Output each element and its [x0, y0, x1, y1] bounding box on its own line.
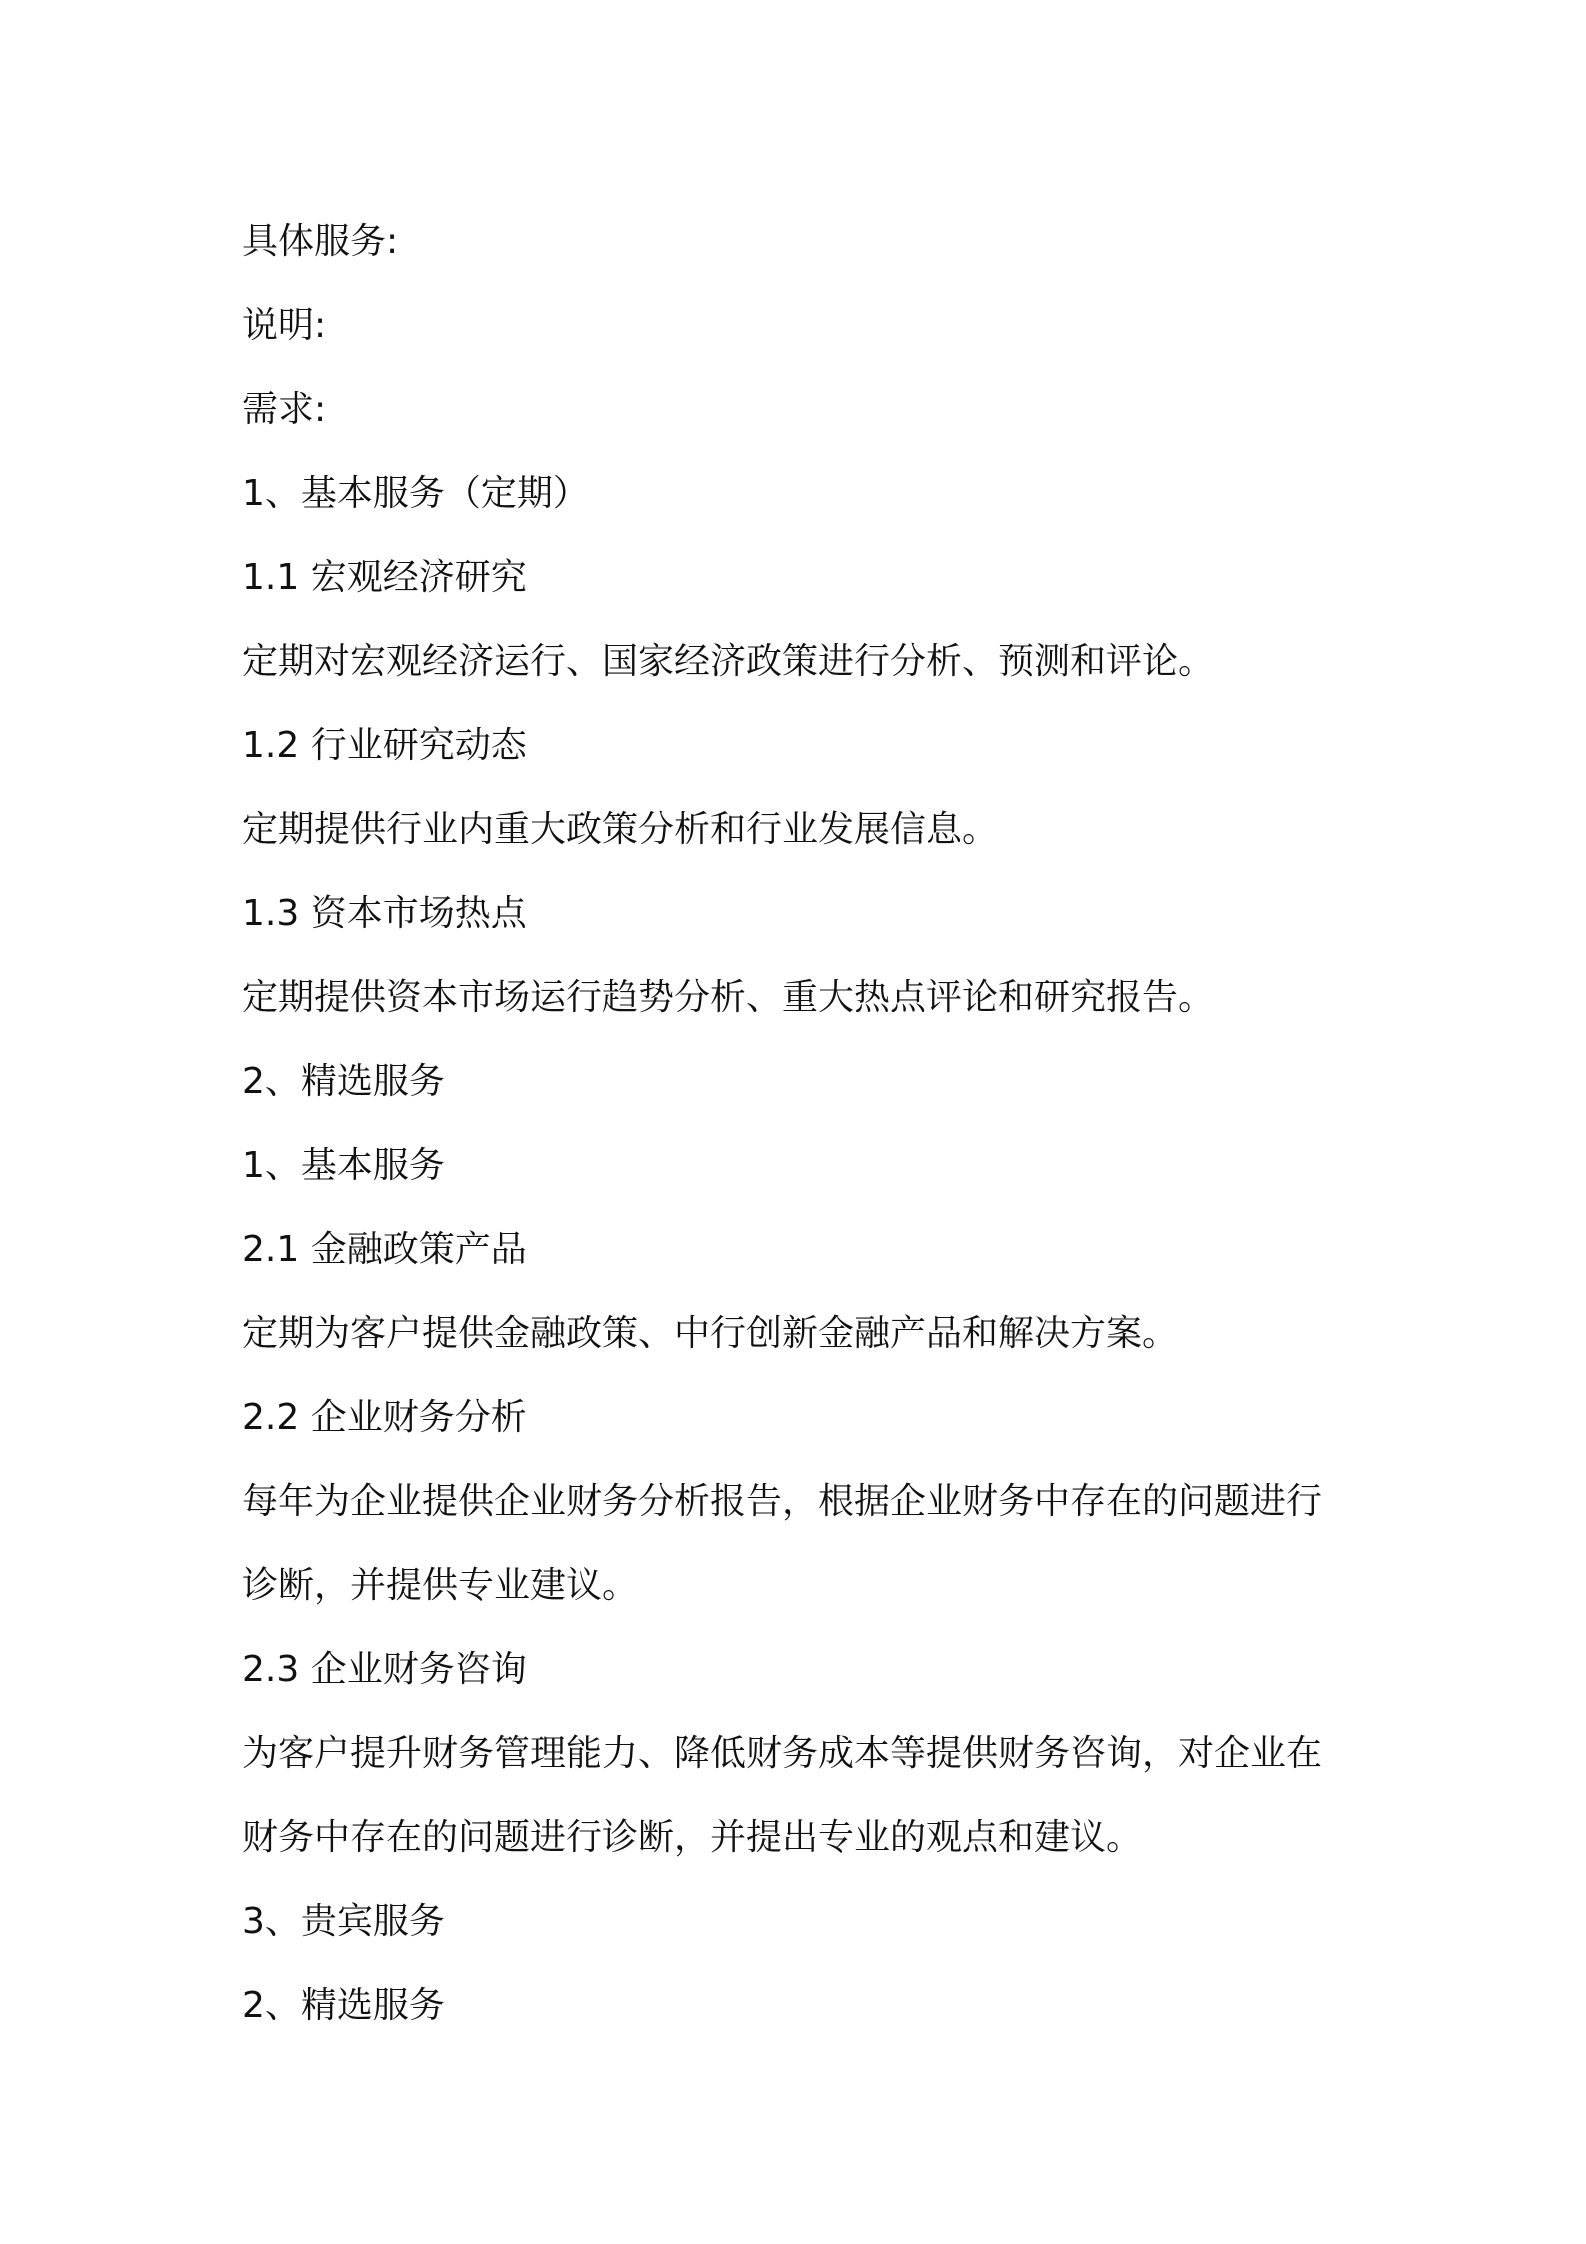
subsection-heading-1-2: 1.2 行业研究动态	[242, 725, 527, 766]
paragraph-2-2-line-2: 诊断，并提供专业建议。	[242, 1565, 639, 1606]
subsection-heading-1-1: 1.1 宏观经济研究	[242, 557, 527, 598]
label-description: 说明:	[242, 305, 327, 346]
label-requirements: 需求:	[242, 389, 327, 430]
paragraph-2-3-line-2: 财务中存在的问题进行诊断，并提出专业的观点和建议。	[242, 1817, 1143, 1858]
section-heading-selected-services-repeat: 2、精选服务	[242, 1985, 445, 2026]
section-heading-basic-services: 1、基本服务（定期）	[242, 473, 589, 514]
paragraph-2-2-line-1: 每年为企业提供企业财务分析报告，根据企业财务中存在的问题进行	[242, 1481, 1323, 1522]
paragraph-1-2: 定期提供行业内重大政策分析和行业发展信息。	[242, 809, 999, 850]
subsection-heading-1-3: 1.3 资本市场热点	[242, 893, 527, 934]
subsection-heading-2-1: 2.1 金融政策产品	[242, 1229, 527, 1270]
subsection-heading-2-3: 2.3 企业财务咨询	[242, 1649, 527, 1690]
paragraph-2-3-line-1: 为客户提升财务管理能力、降低财务成本等提供财务咨询，对企业在	[242, 1733, 1323, 1774]
section-heading-vip-services: 3、贵宾服务	[242, 1901, 445, 1942]
label-specific-services: 具体服务:	[242, 221, 399, 262]
section-heading-basic-services-repeat: 1、基本服务	[242, 1145, 445, 1186]
section-heading-selected-services: 2、精选服务	[242, 1061, 445, 1102]
paragraph-2-1: 定期为客户提供金融政策、中行创新金融产品和解决方案。	[242, 1313, 1179, 1354]
subsection-heading-2-2: 2.2 企业财务分析	[242, 1397, 527, 1438]
document-body	[242, 200, 1362, 2048]
paragraph-1-1: 定期对宏观经济运行、国家经济政策进行分析、预测和评论。	[242, 641, 1215, 682]
paragraph-1-3: 定期提供资本市场运行趋势分析、重大热点评论和研究报告。	[242, 977, 1215, 1018]
